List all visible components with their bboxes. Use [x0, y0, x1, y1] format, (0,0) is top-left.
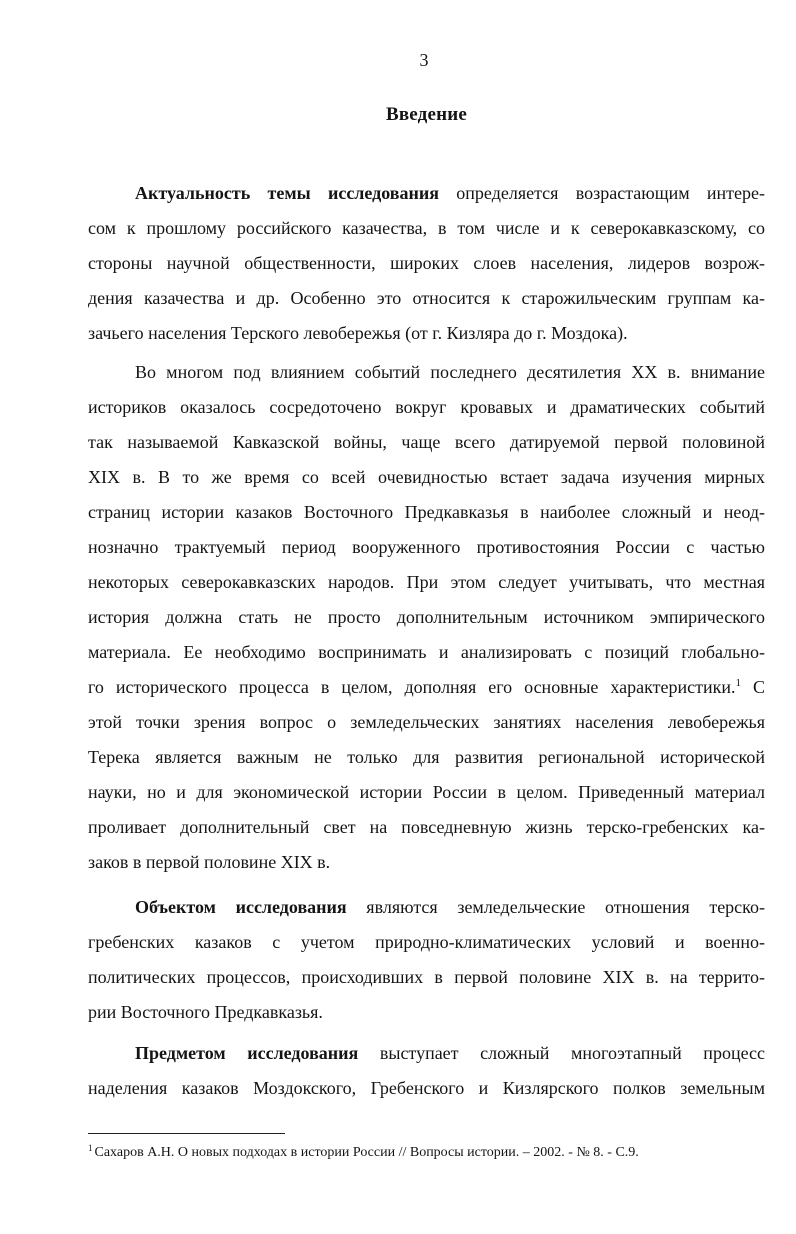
- text-line: [88, 740, 765, 775]
- text-line: [88, 635, 765, 670]
- text-run: так называемой Кавказской войны, чаще всего датируемой первой половиной: [88, 432, 765, 452]
- text-run: нозначно трактуемый период вооруженного противостояния России с частью: [88, 537, 765, 557]
- text-run: некоторых северокавказских народов. При этом следует учитывать, что местная: [88, 572, 765, 592]
- text-line: [88, 316, 765, 351]
- text-line: [88, 281, 765, 316]
- text-line: [88, 925, 765, 960]
- text-run: рии Восточного Предкавказья.: [88, 1002, 323, 1022]
- text-line: [88, 530, 765, 565]
- text-line: [88, 775, 765, 810]
- paragraph: [88, 890, 765, 1030]
- text-run: политических процессов, происходивших в первой половине XIX в. на террито-: [88, 967, 765, 987]
- text-line: [88, 355, 765, 390]
- text-run: Терека является важным не только для развития региональной исторической: [88, 747, 765, 767]
- text-line: [88, 211, 765, 246]
- text-line: [88, 246, 765, 281]
- text-line: [88, 176, 765, 211]
- footnote-separator: [88, 1133, 285, 1134]
- text-run: го исторического процесса в целом, дополняя его основные характеристики.: [88, 677, 736, 697]
- text-line: [88, 890, 765, 925]
- text-run: гребенских казаков с учетом природно-климатических условий и военно-: [88, 932, 765, 952]
- footnote: [88, 1143, 765, 1163]
- text-line: [88, 600, 765, 635]
- text-run: С: [741, 677, 765, 697]
- text-run: науки, но и для экономической истории России в целом. Приведенный материал: [88, 782, 765, 802]
- text-run: являются земледельческие отношения терско-: [346, 897, 766, 917]
- text-run: история должна стать не просто дополнительным источником эмпирического: [88, 607, 765, 627]
- text-run: проливает дополнительный свет на повседневную жизнь терско-гребенских ка-: [88, 817, 765, 837]
- text-line: [88, 995, 765, 1030]
- paragraph: [88, 355, 765, 880]
- text-run: страниц истории казаков Восточного Предкавказья в наиболее сложный и неод-: [88, 502, 765, 522]
- text-line: [88, 495, 765, 530]
- bold-term: Предметом исследования: [135, 1043, 359, 1063]
- bold-term: Объектом исследования: [135, 897, 347, 917]
- text-run: материала. Ее необходимо воспринимать и анализировать с позиций глобально-: [88, 642, 765, 662]
- text-line: [88, 705, 765, 740]
- text-line: [88, 1071, 765, 1106]
- text-run: определяется возрастающим интере-: [439, 183, 765, 203]
- text-run: историков оказалось сосредоточено вокруг кровавых и драматических событий: [88, 397, 765, 417]
- text-line: [88, 425, 765, 460]
- text-run: дения казачества и др. Особенно это относится к старожильческим группам ка-: [88, 288, 765, 308]
- page-number: 3: [419, 50, 429, 70]
- section-heading: Введение: [385, 104, 468, 125]
- paragraph: [88, 1036, 765, 1106]
- text-run: наделения казаков Моздокского, Гребенского и Кизлярского полков земельным: [88, 1078, 765, 1098]
- text-run: этой точки зрения вопрос о земледельческих занятиях населения левобережья: [88, 712, 765, 732]
- text-run: XIX в. В то же время со всей очевидностью встает задача изучения мирных: [88, 467, 765, 487]
- footnote-text: Сахаров А.Н. О новых подходах в истории России // Вопросы истории. – 2002. - № 8. - С.9.: [94, 1145, 639, 1160]
- text-line: [88, 845, 765, 880]
- text-run: выступает сложный многоэтапный процесс: [358, 1043, 765, 1063]
- text-line: [88, 390, 765, 425]
- text-run: заков в первой половине XIX в.: [88, 852, 331, 872]
- bold-term: Актуальность темы исследования: [135, 183, 440, 203]
- paragraph: [88, 176, 765, 351]
- text-line: [88, 960, 765, 995]
- text-run: сом к прошлому российского казачества, в том числе и к северокавказскому, со: [88, 218, 765, 238]
- text-run: зачьего населения Терского левобережья (от г. Кизляра до г. Моздока).: [88, 323, 628, 343]
- text-line: [88, 1036, 765, 1071]
- footnote-ref: 1: [735, 677, 741, 689]
- footnote-marker: 1: [88, 1143, 93, 1153]
- text-line: [88, 670, 765, 705]
- text-line: [88, 810, 765, 845]
- text-run: Во многом под влиянием событий последнего десятилетия XX в. внимание: [135, 362, 765, 382]
- text-line: [88, 460, 765, 495]
- body-text: [88, 176, 765, 1106]
- text-line: [88, 565, 765, 600]
- text-run: стороны научной общественности, широких слоев населения, лидеров возрож-: [88, 253, 765, 273]
